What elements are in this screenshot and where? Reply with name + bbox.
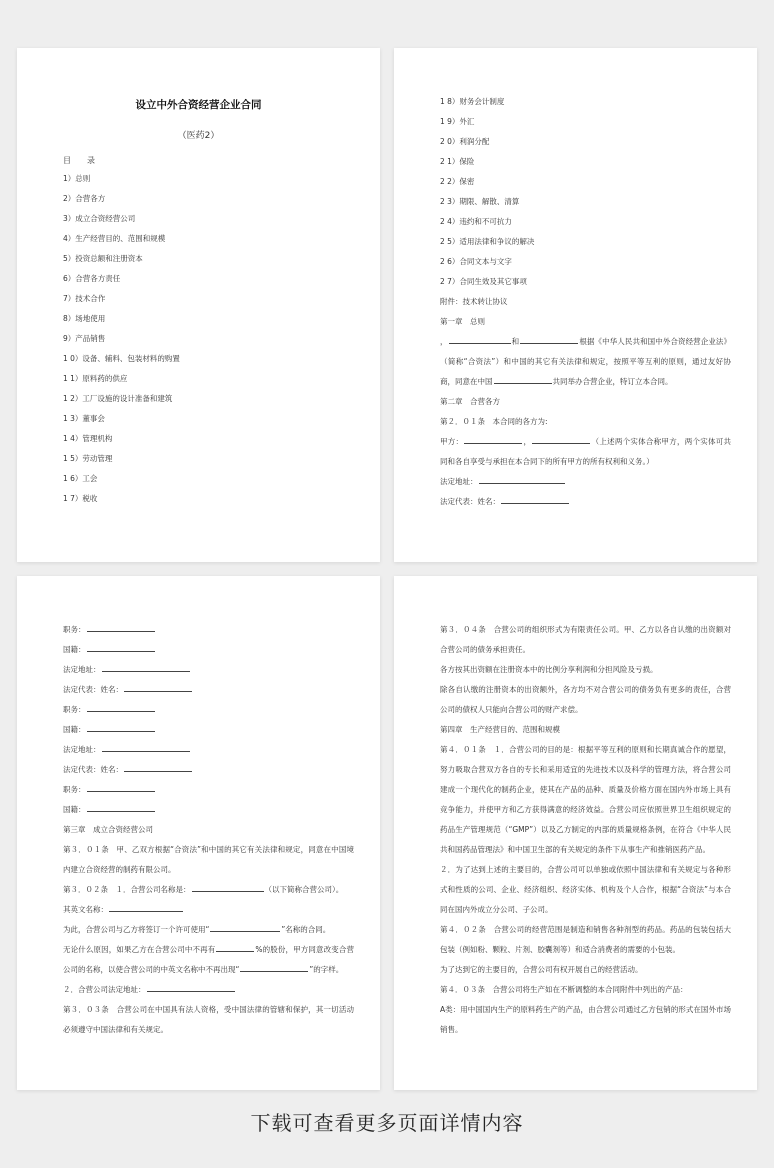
english-name-line: 其英文名称： [63,900,354,920]
toc-item: 1 8）财务会计制度 [440,97,505,106]
form-field-nationality: 国籍： [63,800,354,820]
toc-item: 2 4）违约和不可抗力 [440,217,512,226]
form-field-address: 法定地址： [63,660,354,680]
toc-item: 5）投资总额和注册资本 [63,254,143,263]
toc-item: 2 6）合同文本与文字 [440,257,512,266]
toc-item: 1）总则 [63,174,91,183]
toc-item: 2 7）合同生效及其它事项 [440,277,527,286]
general-provision-paragraph: ， 和 根据《中华人民共和国中外合资经营企业法》（简称“合资法”）和中国的其它有关法律和规定，按照平等互利的原则，通过友好协商，同意在中国 共同举办合营企业，特订立本合同。 [440,337,732,386]
toc-list [63,169,350,509]
toc-item: 6）合营各方责任 [63,274,121,283]
toc-item: 1 4）管理机构 [63,434,113,443]
paragraph: A类：用中国国内生产的原料药生产的产品，由合营公司通过乙方包销的形式在国外市场销售。 [440,1005,731,1034]
page3-content [63,620,354,1040]
document-page-2 [394,48,757,562]
toc-item: 1 6）工会 [63,474,98,483]
toc-heading: 目 录 [63,156,95,165]
document-page-4 [394,576,757,1090]
document-page-1 [17,48,380,562]
form-field-representative: 法定代表：姓名： [440,492,731,512]
paragraph: ２．为了达到上述的主要目的，合营公司可以单独或依照中国法律和有关规定与各种形式和性质的公司、企业、经济组织、经济实体、机构及个人合作，根据“合资法”与本合同在国内外成立分公司、子公司。 [440,865,731,914]
toc-item: 3）成立合资经营公司 [63,214,136,223]
toc-item: 1 3）董事会 [63,414,105,423]
page4-content [440,620,731,1040]
form-field-position: 职务： [63,620,354,640]
chapter-heading: 第三章 成立合资经营公司 [63,825,153,834]
form-field-representative: 法定代表：姓名： [63,760,354,780]
download-caption: 下载可查看更多页面详情内容 [250,1111,524,1135]
article-line: 第２．０１条 本合同的各方为: [440,417,548,426]
toc-item: 7）技术合作 [63,294,106,303]
article-paragraph: 第３．０１条 甲、乙双方根据“合资法”和中国的其它有关法律和规定，同意在中国境内建立合资经营的制药有限公司。 [63,845,354,874]
toc-item: 2 1）保险 [440,157,475,166]
chapter-heading: 第二章 合营各方 [440,397,500,406]
form-field-address: 法定地址： [63,740,354,760]
paragraph: 为了达到它的主要目的，合营公司有权开展自己的经营活动。 [440,965,643,974]
toc-item: 1 5）劳动管理 [63,454,113,463]
form-field-address: 法定地址： [440,472,731,492]
company-name-line: 第３．０２条 １．合营公司名称是： （以下简称合营公司）。 [63,885,344,894]
party-a-paragraph: 甲方： ， （上述两个实体合称甲方，两个实体可共同和各自享受与承担在本合同下的所有甲方的所有权利和义务。） [440,437,732,466]
toc-item: 1 7）税收 [63,494,98,503]
form-field-nationality: 国籍： [63,640,354,660]
form-field-position: 职务： [63,780,354,800]
contract-title: 设立中外合资经营企业合同 [135,99,262,111]
article-paragraph: 第３．０４条 合营公司的组织形式为有限责任公司。甲、乙方以各自认缴的出资额对合营公司的债务承担责任。 [440,625,731,654]
paragraph: 各方按其出资额在注册资本中的比例分享利润和分担风险及亏损。 [440,665,658,674]
toc-item: 1 0）设备、辅料、包装材料的购置 [63,354,180,363]
form-field-representative: 法定代表：姓名： [63,680,354,700]
contract-subtitle: （医药2） [177,131,220,141]
toc-item: 9）产品销售 [63,334,106,343]
toc-item: 2）合营各方 [63,194,106,203]
toc-item: 2 0）利润分配 [440,137,490,146]
annex-line: 附件：技术转让协议 [440,297,508,306]
name-change-paragraph: 无论什么原因，如果乙方在合营公司中不再有 %的股份，甲方同意改变合营公司的名称，以使合营公司的中英文名称中不再出现“ ”的字样。 [63,945,354,974]
paragraph: 除各自认缴的注册资本的出资额外，各方均不对合营公司的债务负有更多的责任，合营公司的债权人只能向合营公司的财产求偿。 [440,685,731,714]
license-line: 为此，合营公司与乙方将签订一个许可使用“ ”名称的合同。 [63,925,331,934]
toc-item: 4）生产经营目的、范围和规模 [63,234,166,243]
form-field-nationality: 国籍： [63,720,354,740]
chapter-heading: 第一章 总则 [440,317,485,326]
toc-item: 1 1）原料药的供应 [63,374,128,383]
page2-content [440,92,731,512]
toc-item: 1 2）工厂设施的设计准备和建筑 [63,394,173,403]
article-paragraph: 第４．０２条 合营公司的经营范围是制造和销售各种剂型的药品。药品的包装包括大包装（例如粉、颗粒、片剂、胶囊剂等）和适合消费者的需要的小包装。 [440,925,731,954]
toc-item: 1 9）外汇 [440,117,475,126]
article-paragraph: 第３．０３条 合营公司在中国具有法人资格，受中国法律的管辖和保护，其一切活动必须遵守中国法律和有关规定。 [63,1005,354,1034]
article-paragraph: 第４．０１条 １．合营公司的目的是：根据平等互利的原则和长期真诚合作的愿望，努力吸取合营双方各自的专长和采用适宜的先进技术以及科学的管理方法，将合营公司建成一个现代化的制药企业，使其在产品的品种、质量及价格方面在国内外市场上具有竞争能力，并使甲方和乙方获得满意的经济效益。合营公司应依照世界卫生组织规定的药品生产管理规范（“GMP”）以及乙方制定的内部的质量规格条例，在符合《中华人民共和国药品管理法》和中国卫生部的有关规定的条件下从事生产和推销医药产品。 [440,745,731,854]
toc-item: 2 3）期限、解散、清算 [440,197,520,206]
article-paragraph: 第４．０３条 合营公司将生产如在不断调整的本合同附件中列出的产品： [440,985,688,994]
document-page-3 [17,576,380,1090]
toc-item: 2 5）适用法律和争议的解决 [440,237,535,246]
toc-item: 8）场地使用 [63,314,106,323]
form-field-position: 职务： [63,700,354,720]
chapter-heading: 第四章 生产经营目的、范围和规模 [440,725,560,734]
toc-item: 2 2）保密 [440,177,475,186]
legal-address-line: ２．合营公司法定地址： [63,980,354,1000]
